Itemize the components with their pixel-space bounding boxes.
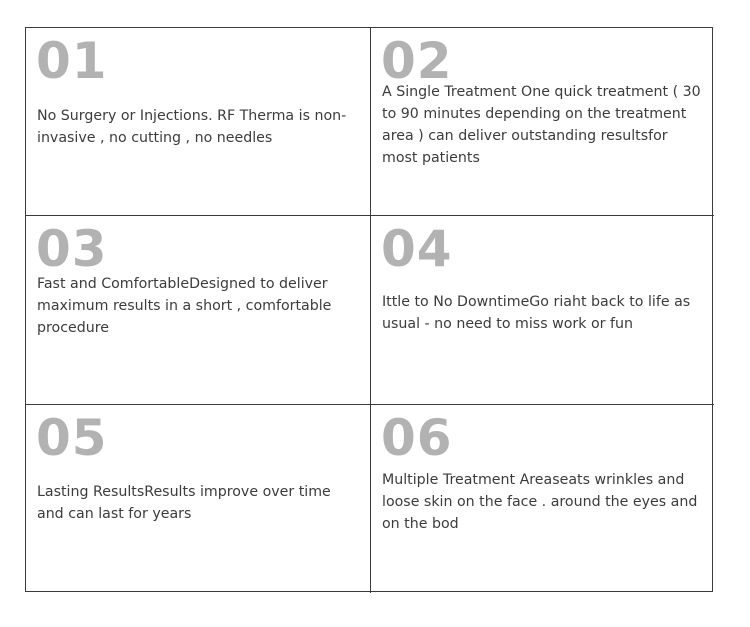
feature-cell-04 bbox=[371, 216, 714, 405]
feature-cell-01 bbox=[26, 28, 371, 216]
feature-number: 01 bbox=[36, 32, 108, 90]
feature-description: Fast and ComfortableDesigned to deliver maximum results in a short , comfortable procedure bbox=[37, 276, 332, 336]
feature-number: 03 bbox=[36, 220, 108, 278]
feature-description: No Surgery or Injections. RF Therma is non-invasive , no cutting , no needles bbox=[37, 108, 347, 146]
feature-cell-03 bbox=[26, 216, 371, 405]
feature-number: 05 bbox=[36, 409, 108, 467]
feature-number: 06 bbox=[381, 409, 453, 467]
feature-number: 04 bbox=[381, 220, 453, 278]
feature-description: Multiple Treatment Areaseats wrinkles and loose skin on the face . around the eyes and on the bod bbox=[382, 472, 698, 532]
feature-cell-06 bbox=[371, 405, 714, 593]
feature-number: 02 bbox=[381, 32, 453, 90]
feature-grid bbox=[25, 27, 713, 592]
feature-description: Lasting ResultsResults improve over time and can last for years bbox=[37, 484, 331, 522]
feature-description: Ittle to No DowntimeGo riaht back to life as usual - no need to miss work or fun bbox=[382, 294, 691, 332]
feature-cell-02 bbox=[371, 28, 714, 216]
feature-cell-05 bbox=[26, 405, 371, 593]
feature-description: A Single Treatment One quick treatment ( 30 to 90 minutes depending on the treatment area ) can deliver outstanding resultsfor most patients bbox=[382, 84, 701, 166]
